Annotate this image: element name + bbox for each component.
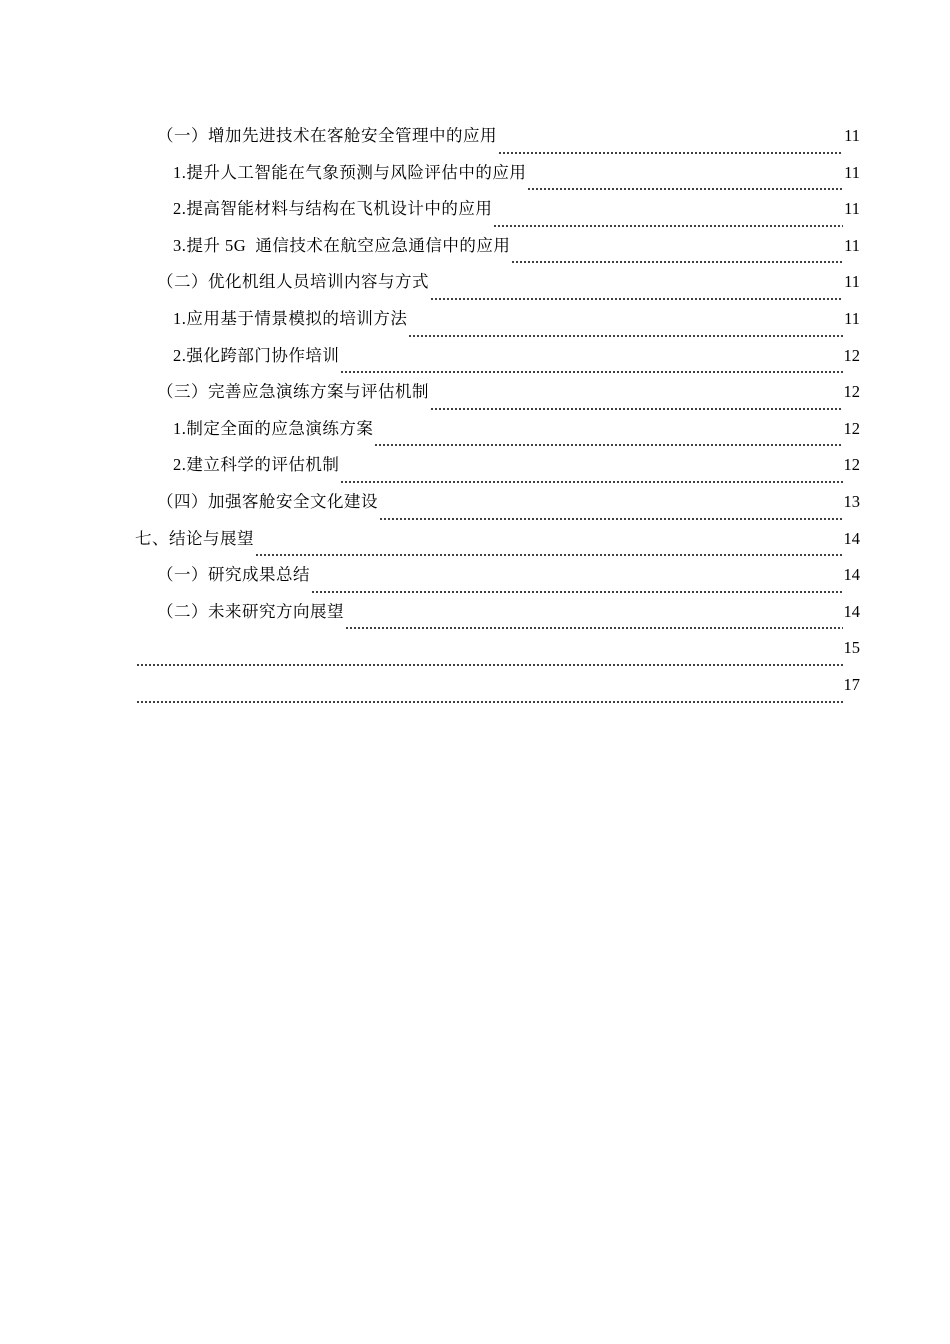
toc-entry-title: （一）研究成果总结 bbox=[157, 565, 310, 585]
toc-entry-page: 13 bbox=[843, 491, 860, 511]
toc-entry-page: 11 bbox=[844, 162, 860, 182]
toc-entry-page: 12 bbox=[843, 382, 860, 402]
toc-dot-leader bbox=[430, 403, 843, 411]
toc-dot-leader bbox=[374, 439, 842, 447]
toc-entry-page: 12 bbox=[843, 345, 860, 365]
toc-entry[interactable] bbox=[135, 124, 860, 161]
toc-entry[interactable] bbox=[135, 600, 860, 637]
toc-entry[interactable] bbox=[135, 527, 860, 564]
toc-entry[interactable] bbox=[135, 270, 860, 307]
toc-entry-title: 2.建立科学的评估机制 bbox=[173, 455, 340, 475]
toc-entry-title: （三）完善应急演练方案与评估机制 bbox=[157, 382, 429, 402]
toc-entry-title: 1.提升人工智能在气象预测与风险评估中的应用 bbox=[173, 162, 527, 182]
toc-entry[interactable] bbox=[135, 490, 860, 527]
toc-entry-page: 14 bbox=[843, 601, 860, 621]
toc-dot-leader bbox=[345, 622, 843, 630]
toc-entry-page: 11 bbox=[844, 235, 860, 255]
toc-entry[interactable] bbox=[135, 453, 860, 490]
toc-entry[interactable] bbox=[135, 563, 860, 600]
toc-entry-title: 3.提升 5G 通信技术在航空应急通信中的应用 bbox=[173, 235, 511, 255]
toc-entry[interactable] bbox=[135, 307, 860, 344]
table-of-contents bbox=[135, 124, 860, 710]
toc-entry-page: 11 bbox=[844, 272, 860, 292]
toc-dot-leader bbox=[340, 366, 842, 374]
toc-entry[interactable] bbox=[135, 344, 860, 381]
toc-entry[interactable] bbox=[135, 380, 860, 417]
toc-entry-page: 14 bbox=[843, 528, 860, 548]
toc-entry[interactable] bbox=[135, 673, 860, 710]
toc-entry-page: 15 bbox=[843, 638, 860, 658]
toc-dot-leader bbox=[340, 476, 842, 484]
toc-entry-page: 12 bbox=[843, 418, 860, 438]
toc-dot-leader bbox=[311, 586, 843, 594]
toc-dot-leader bbox=[408, 330, 843, 338]
toc-entry-title: （一）增加先进技术在客舱安全管理中的应用 bbox=[157, 126, 497, 145]
toc-dot-leader bbox=[511, 256, 843, 264]
toc-entry-title: 2.强化跨部门协作培训 bbox=[173, 345, 340, 365]
toc-entry-page: 17 bbox=[843, 674, 860, 694]
toc-entry-title: 七、结论与展望 bbox=[135, 528, 254, 548]
toc-entry-page: 14 bbox=[843, 565, 860, 585]
toc-entry-page: 11 bbox=[844, 308, 860, 328]
toc-dot-leader bbox=[430, 293, 843, 301]
toc-dot-leader bbox=[498, 147, 843, 155]
toc-dot-leader bbox=[493, 220, 843, 228]
toc-entry[interactable] bbox=[135, 197, 860, 234]
toc-entry-title: （二）优化机组人员培训内容与方式 bbox=[157, 272, 429, 292]
toc-entry-title: 2.提高智能材料与结构在飞机设计中的应用 bbox=[173, 199, 493, 219]
toc-entry[interactable] bbox=[135, 417, 860, 454]
toc-entry[interactable] bbox=[135, 234, 860, 271]
toc-entry[interactable] bbox=[135, 161, 860, 198]
toc-dot-leader bbox=[255, 549, 843, 557]
toc-entry-page: 12 bbox=[843, 455, 860, 475]
toc-entry[interactable] bbox=[135, 636, 860, 673]
toc-entry-title: 1.应用基于情景模拟的培训方法 bbox=[173, 308, 408, 328]
toc-entry-title: （二）未来研究方向展望 bbox=[157, 601, 344, 621]
toc-entry-title: （四）加强客舱安全文化建设 bbox=[157, 491, 378, 511]
toc-dot-leader bbox=[379, 513, 843, 521]
toc-dot-leader bbox=[527, 183, 843, 191]
toc-dot-leader bbox=[136, 659, 843, 667]
toc-entry-page: 11 bbox=[844, 199, 860, 219]
toc-entry-page: 11 bbox=[844, 126, 860, 145]
toc-dot-leader bbox=[136, 696, 843, 704]
toc-entry-title: 1.制定全面的应急演练方案 bbox=[173, 418, 374, 438]
